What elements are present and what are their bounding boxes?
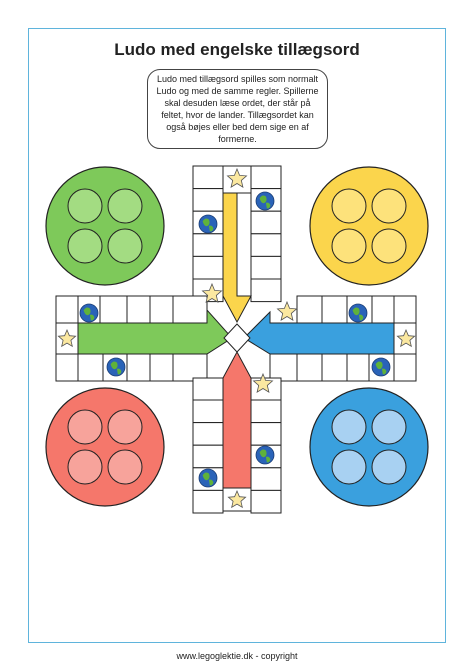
footer-copyright: www.legoglektie.dk - copyright xyxy=(176,651,298,661)
square-right-top-4 xyxy=(394,296,416,323)
square-left-bottom-0 xyxy=(56,354,78,381)
cell-border xyxy=(394,296,416,323)
square-right-top-3 xyxy=(372,296,394,323)
green-token-slot xyxy=(108,189,142,223)
cell-border xyxy=(251,468,281,491)
cell-border xyxy=(251,490,281,513)
yellow-token-slot xyxy=(372,189,406,223)
globe-icon xyxy=(199,215,217,233)
blue-token-slot xyxy=(332,410,366,444)
cell-border xyxy=(297,296,322,323)
square-bottom-right-0 xyxy=(251,400,281,423)
cell-border xyxy=(394,354,416,381)
cell-border xyxy=(297,354,322,381)
cell-border xyxy=(193,490,223,513)
green-token-slot xyxy=(68,229,102,263)
square-right-top-0 xyxy=(297,296,322,323)
square-bottom-left-1 xyxy=(193,423,223,446)
star-icon xyxy=(278,302,297,320)
cell-border xyxy=(127,296,150,323)
yellow-token-slot xyxy=(332,229,366,263)
blue-token-slot xyxy=(372,450,406,484)
cell-border xyxy=(173,296,207,323)
cell-border xyxy=(193,256,223,279)
cell-border xyxy=(322,296,347,323)
green-token-slot xyxy=(108,229,142,263)
red-token-slot xyxy=(108,450,142,484)
blue-token-slot xyxy=(332,450,366,484)
square-bottom-left-4 xyxy=(193,490,223,513)
cell-border xyxy=(251,279,281,302)
red-token-slot xyxy=(68,450,102,484)
cell-border xyxy=(251,423,281,446)
intro-text: Ludo med tillægsord spilles som normalt Ludo og med de samme regler. Spillerne skal desuden læse ordet, der står på feltet, hvor de lander. Tillægsordet kan også bøjes eller bed dem sige en af formerne. xyxy=(147,69,328,149)
green-home-base xyxy=(46,167,164,285)
square-right-bottom-5 xyxy=(394,354,416,381)
center-square xyxy=(224,324,250,352)
square-top-right-3 xyxy=(251,234,281,257)
red-home-base xyxy=(46,388,164,506)
square-left-top-4 xyxy=(150,296,173,323)
cell-border xyxy=(322,354,347,381)
red-base-circle xyxy=(46,388,164,506)
globe-icon xyxy=(256,446,274,464)
page-title: Ludo med engelske tillægsord xyxy=(114,40,360,59)
cell-border xyxy=(193,189,223,212)
cell-border xyxy=(251,400,281,423)
square-happy xyxy=(193,378,223,400)
cell-border xyxy=(150,354,173,381)
square-right-top-1 xyxy=(322,296,347,323)
square-left-bottom-1 xyxy=(78,354,103,381)
square-right-bottom-0 xyxy=(270,354,297,381)
square-top-left-4 xyxy=(193,256,223,279)
yellow-base-circle xyxy=(310,167,428,285)
square-top-right-5 xyxy=(251,279,281,302)
square-bottom-right-3 xyxy=(251,468,281,491)
cell-border xyxy=(193,423,223,446)
square-left-bottom-3 xyxy=(127,354,150,381)
green-token-slot xyxy=(68,189,102,223)
square-bottom-right-1 xyxy=(251,423,281,446)
square-right-bottom-2 xyxy=(322,354,347,381)
square-left-top-0 xyxy=(56,296,78,323)
red-token-slot xyxy=(68,410,102,444)
square-right-bottom-3 xyxy=(347,354,369,381)
square-bottom-left-2 xyxy=(193,445,223,468)
blue-token-slot xyxy=(372,410,406,444)
globe-icon xyxy=(199,469,217,487)
blue-home-base xyxy=(310,388,428,506)
cell-border xyxy=(193,400,223,423)
cell-border xyxy=(251,166,281,189)
cell-border xyxy=(56,296,78,323)
square-bottom-right-4 xyxy=(251,490,281,513)
cell-border xyxy=(193,445,223,468)
cell-border xyxy=(173,354,207,381)
globe-icon xyxy=(349,304,367,322)
globe-icon xyxy=(372,358,390,376)
square-top-left-0 xyxy=(193,166,223,189)
yellow-token-slot xyxy=(332,189,366,223)
square-top-left-1 xyxy=(193,189,223,212)
globe-icon xyxy=(256,192,274,210)
cell-border xyxy=(372,296,394,323)
square-top-right-2 xyxy=(251,211,281,234)
square-right-bottom-1 xyxy=(297,354,322,381)
red-token-slot xyxy=(108,410,142,444)
cell-border xyxy=(78,354,103,381)
cell-border xyxy=(100,296,127,323)
cell-border xyxy=(251,211,281,234)
cell-border xyxy=(270,354,297,381)
cell-border xyxy=(150,296,173,323)
square-left-top-2 xyxy=(100,296,127,323)
square-top-left-3 xyxy=(193,234,223,257)
yellow-token-slot xyxy=(372,229,406,263)
cell-border xyxy=(193,378,223,400)
globe-icon xyxy=(107,358,125,376)
cell-border xyxy=(56,354,78,381)
cell-border xyxy=(193,234,223,257)
square-bottom-left-0 xyxy=(193,400,223,423)
cell-border xyxy=(251,256,281,279)
square-left-bottom-4 xyxy=(150,354,173,381)
square-top-right-4 xyxy=(251,256,281,279)
cell-border xyxy=(251,234,281,257)
cell-border xyxy=(193,166,223,189)
square-left-top-3 xyxy=(127,296,150,323)
green-base-circle xyxy=(46,167,164,285)
square-top-right-0 xyxy=(251,166,281,189)
square-left-bottom-5 xyxy=(173,354,207,381)
cell-border xyxy=(347,354,369,381)
globe-icon xyxy=(80,304,98,322)
cell-border xyxy=(127,354,150,381)
red-home-column xyxy=(223,352,251,511)
blue-base-circle xyxy=(310,388,428,506)
square-left-top-5 xyxy=(173,296,207,323)
yellow-home-base xyxy=(310,167,428,285)
